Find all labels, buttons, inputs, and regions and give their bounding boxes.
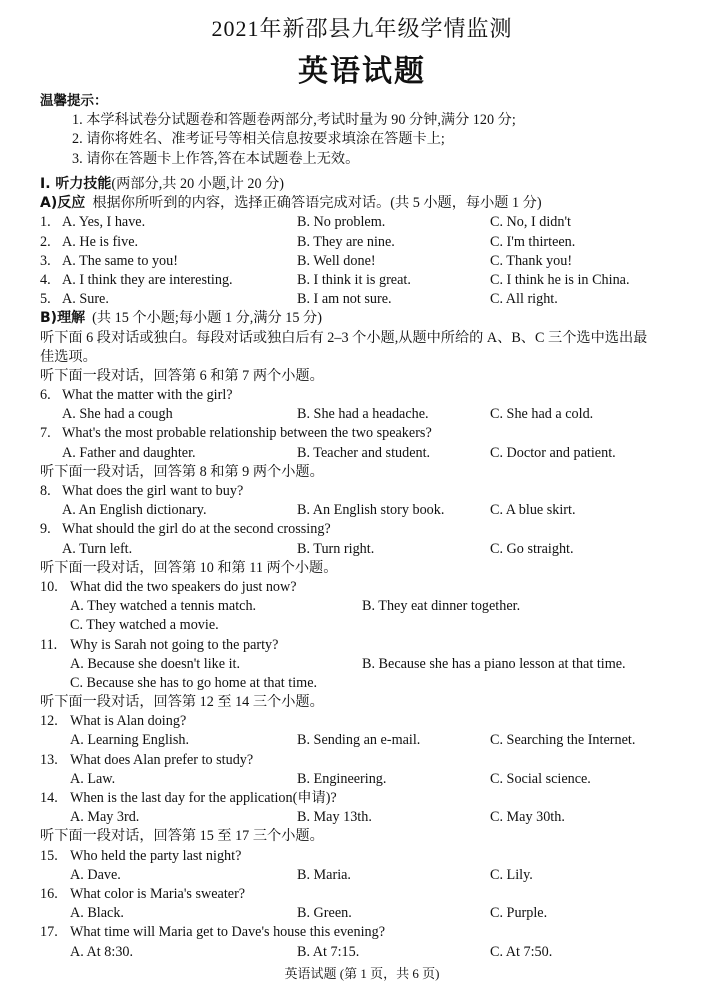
listening-section [40,175,700,962]
question-number: 1. [40,214,51,231]
option-b: B. She had a headache. [297,406,429,423]
notice-item: 3. 请你在答题卡上作答,答在本试题卷上无效。 [72,150,360,167]
option-c: C. Because she has to go home at that time. [70,674,318,691]
option-b: B. May 13th. [297,809,372,826]
option-b: B. I think it is great. [297,271,411,288]
option-b: B. Teacher and student. [297,444,431,461]
option-a: A. He is five. [62,233,139,250]
option-c: C. Purple. [490,905,548,922]
option-b: B. Engineering. [297,770,387,787]
question-stem [40,482,700,501]
option-a: A. Yes, I have. [62,214,146,231]
option-c: C. She had a cold. [490,406,594,423]
question-stem [40,847,700,866]
question-stem [40,424,700,443]
question-text: What the matter with the girl? [62,387,233,404]
question-text: What should the girl do at the second crossing? [62,521,331,538]
question-options [40,405,700,424]
option-c: C. At 7:50. [490,943,553,960]
option-b: B. Well done! [297,252,376,269]
question-row [40,252,700,271]
part-b-heading [40,309,700,328]
option-c: C. I'm thirteen. [490,233,576,250]
question-number: 12. [40,713,58,730]
option-c: C. Doctor and patient. [490,444,616,461]
option-a: A. The same to you! [62,252,178,269]
option-c: C. No, I didn't [490,214,571,231]
page-footer: 英语试题 (第 1 页，共 6 页) [284,966,440,981]
option-a: A. Turn left. [62,540,133,557]
question-number: 16. [40,885,58,902]
option-b: B. At 7:15. [297,943,360,960]
question-options [40,904,700,923]
option-a: A. Black. [70,905,124,922]
option-a: A. Dave. [70,866,121,883]
notice-block [40,92,700,169]
option-c: C. Thank you! [490,252,573,269]
question-number: 2. [40,233,51,250]
question-stem [40,923,700,942]
question-text: What is Alan doing? [70,713,187,730]
part-b-instruction: 听下面 6 段对话或独白。每段对话或独白后有 2–3 个小题,从题中所给的 A、B、C 三个选中选出最 [40,329,648,346]
option-a: A. Learning English. [70,732,189,749]
option-b: B. They eat dinner together. [362,598,521,615]
question-options [40,501,700,520]
question-number: 13. [40,751,58,768]
question-text: What does Alan prefer to study? [70,751,254,768]
question-options [40,808,700,827]
question-text: Who held the party last night? [70,847,242,864]
question-options [40,770,700,789]
question-options [40,674,700,693]
option-c: C. Searching the Internet. [490,732,636,749]
question-options [40,444,700,463]
option-a: A. Law. [70,770,116,787]
question-text: What did the two speakers do just now? [70,578,297,595]
question-text: When is the last day for the application(申请)? [70,790,337,806]
option-c: C. May 30th. [490,809,565,826]
question-text: Why is Sarah not going to the party? [70,636,279,653]
option-a: A. Because she doesn't like it. [70,655,241,672]
dialog-intro: 听下面一段对话，回答第 8 和第 9 两个小题。 [40,463,324,480]
question-options [40,540,700,559]
section-heading-title: Ⅰ. 听力技能 [40,176,112,192]
part-b-note: (共 15 个小题;每小题 1 分,满分 15 分) [92,310,322,327]
question-options [40,943,700,962]
option-b: B. Because she has a piano lesson at that time. [362,655,626,672]
dialog-intro: 听下面一段对话，回答第 10 和第 11 两个小题。 [40,559,338,576]
option-b: B. An English story book. [297,502,445,519]
part-b-label: B)理解 [40,310,86,327]
question-options [40,866,700,885]
option-b: B. Maria. [297,866,351,883]
question-number: 17. [40,924,58,941]
option-b: B. Green. [297,905,352,922]
option-c: C. Go straight. [490,540,574,557]
question-number: 11. [40,636,58,653]
question-number: 8. [40,483,51,499]
option-c: C. Lily. [490,866,533,883]
exam-title: 2021年新邵县九年级学情监测 [211,16,513,41]
question-stem [40,386,700,405]
question-stem [40,520,700,539]
option-c: C. Social science. [490,770,591,787]
dialog-intro: 听下面一段对话，回答第 15 至 17 三个小题。 [40,828,324,845]
question-number: 7. [40,425,51,442]
dialog-intro: 听下面一段对话，回答第 6 和第 7 两个小题。 [40,367,324,384]
notice-label: 温馨提示： [40,93,108,109]
notice-item: 1. 本学科试卷分试题卷和答题卷两部分,考试时量为 90 分钟,满分 120 分; [72,112,516,129]
question-row [40,290,700,309]
option-a: A. May 3rd. [70,809,140,826]
dialog-intro: 听下面一段对话，回答第 12 至 14 三个小题。 [40,694,324,711]
option-a: A. An English dictionary. [62,502,207,519]
question-stem [40,636,700,655]
option-b: B. I am not sure. [297,291,392,308]
question-text: What's the most probable relationship between the two speakers? [62,425,432,442]
option-a: A. I think they are interesting. [62,271,233,288]
question-number: 9. [40,521,51,538]
question-stem [40,751,700,770]
option-a: A. Father and daughter. [62,444,196,461]
notice-item: 2. 请你将姓名、准考证号等相关信息按要求填涂在答题卡上; [72,131,445,148]
section-heading [40,175,700,194]
question-stem [40,789,700,808]
question-options [40,731,700,750]
question-text: What time will Maria get to Dave's house this evening? [70,924,385,941]
question-options [40,655,700,674]
question-number: 15. [40,847,58,864]
option-b: B. They are nine. [297,233,395,250]
question-number: 5. [40,291,51,308]
question-text: What does the girl want to buy? [62,483,244,499]
part-a-label: A)反应 [40,195,86,212]
option-b: B. No problem. [297,214,386,231]
option-b: B. Turn right. [297,540,375,557]
question-number: 10. [40,578,58,595]
question-options [40,597,700,616]
question-options [40,616,700,635]
option-b: B. Sending an e-mail. [297,732,421,749]
section-heading-note: (两部分,共 20 小题,计 20 分) [111,176,285,192]
option-c: C. I think he is in China. [490,271,630,288]
question-text: What color is Maria's sweater? [70,885,246,902]
exam-subject-title: 英语试题 [298,54,426,89]
option-c: C. All right. [490,291,558,308]
option-c: C. A blue skirt. [490,502,576,519]
question-number: 4. [40,271,51,288]
option-a: A. She had a cough [62,406,173,423]
option-a: A. At 8:30. [70,943,134,960]
question-row [40,271,700,290]
question-number: 3. [40,252,51,269]
question-stem [40,578,700,597]
part-a-heading [40,194,700,213]
question-row [40,233,700,252]
option-a: A. Sure. [62,291,109,308]
question-stem [40,712,700,731]
part-b-instruction-cont: 佳选项。 [40,348,97,365]
question-number: 6. [40,387,51,404]
question-number: 14. [40,790,58,806]
part-a-instruction: 根据你所听到的内容，选择正确答语完成对话。(共 5 小题，每小题 1 分) [92,195,542,212]
option-a: A. They watched a tennis match. [70,598,257,615]
question-stem [40,885,700,904]
question-row [40,213,700,232]
option-c: C. They watched a movie. [70,617,219,634]
